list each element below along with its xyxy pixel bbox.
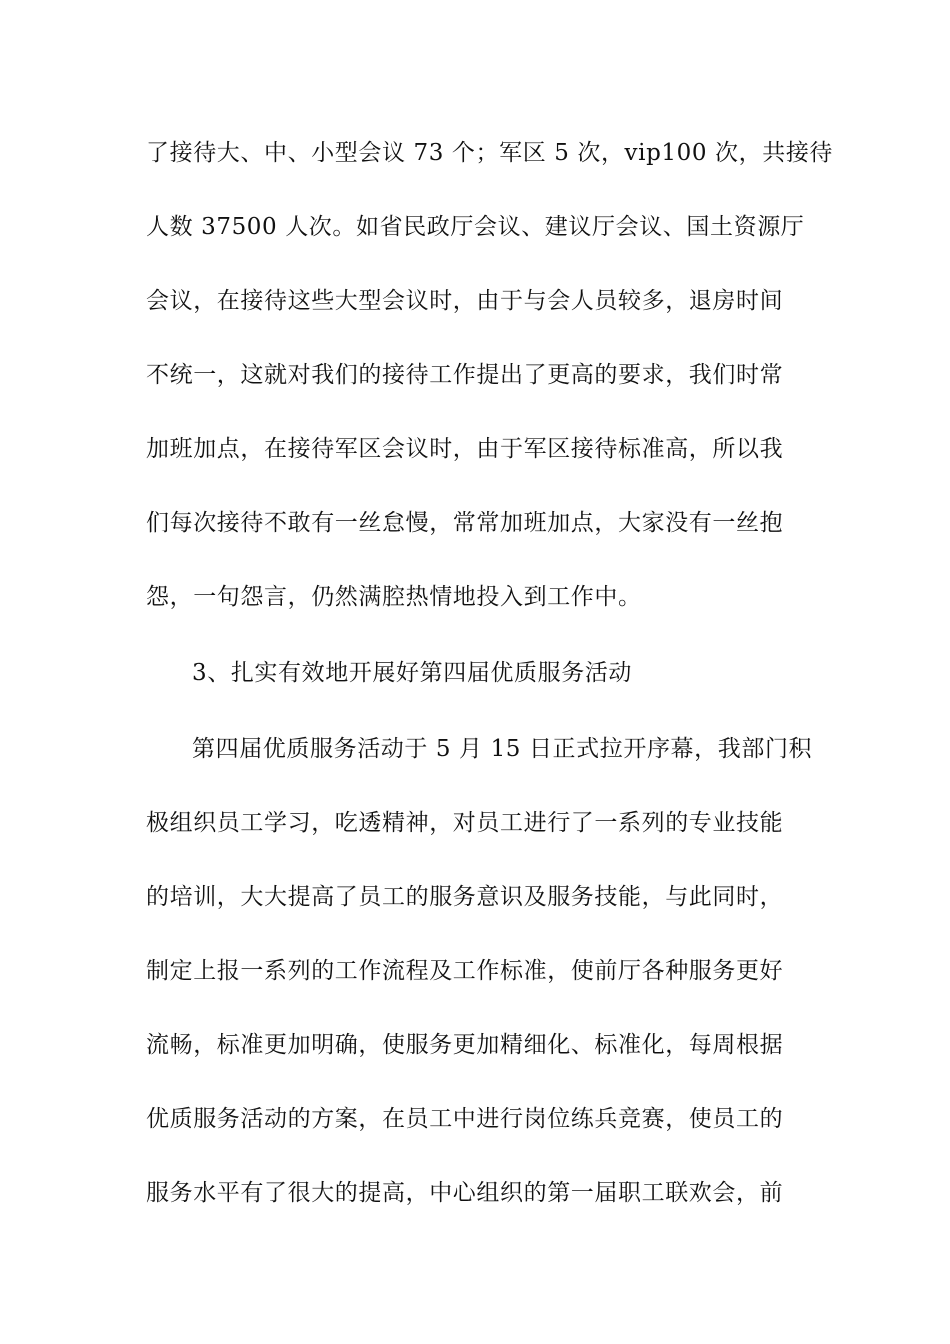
paragraph-line: 了接待大、中、小型会议 73 个；军区 5 次，vip100 次，共接待 [146,140,834,166]
paragraph-line: 加班加点，在接待军区会议时，由于军区接待标准高，所以我 [146,436,784,462]
paragraph-line: 第四届优质服务活动于 5 月 15 日正式拉开序幕，我部门积 [192,736,813,762]
paragraph-line: 极组织员工学习，吃透精神，对员工进行了一系列的专业技能 [146,810,784,836]
paragraph-line: 怨，一句怨言，仍然满腔热情地投入到工作中。 [146,584,642,610]
paragraph-line: 流畅，标准更加明确，使服务更加精细化、标准化，每周根据 [146,1032,784,1058]
paragraph-line: 们每次接待不敢有一丝怠慢，常常加班加点，大家没有一丝抱 [146,510,784,536]
paragraph-line: 的培训，大大提高了员工的服务意识及服务技能，与此同时， [146,884,784,910]
paragraph-line: 不统一，这就对我们的接待工作提出了更高的要求，我们时常 [146,362,784,388]
paragraph-line: 人数 37500 人次。如省民政厅会议、建议厅会议、国土资源厅 [146,214,805,240]
paragraph-line: 优质服务活动的方案，在员工中进行岗位练兵竞赛，使员工的 [146,1106,784,1132]
section-heading: 3、扎实有效地开展好第四届优质服务活动 [192,660,633,686]
paragraph-line: 会议，在接待这些大型会议时，由于与会人员较多，退房时间 [146,288,784,314]
paragraph-line: 服务水平有了很大的提高，中心组织的第一届职工联欢会，前 [146,1180,784,1206]
paragraph-line: 制定上报一系列的工作流程及工作标准，使前厅各种服务更好 [146,958,784,984]
